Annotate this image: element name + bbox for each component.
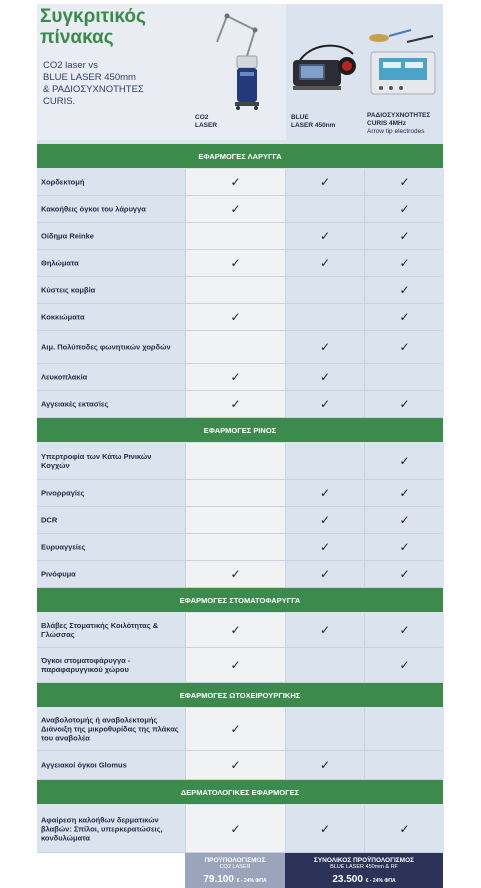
combo-price: 23.500 € - 24% ΦΠΑ [332, 874, 396, 885]
check-icon: ✓ [399, 567, 410, 581]
column-header-co2: CO2 LASER [195, 114, 218, 129]
table-row: Αγγειακοί όγκοι Glomus ✓ ✓ [37, 751, 443, 780]
section-header-dermatology: ΔΕΡΜΑΤΟΛΟΓΙΚΕΣ ΕΦΑΡΜΟΓΕΣ [37, 780, 443, 804]
check-icon: ✓ [230, 310, 241, 324]
check-icon: ✓ [399, 540, 410, 554]
check-icon: ✓ [399, 283, 410, 297]
table-row: Κοκκιώματα ✓ ✓ [37, 304, 443, 331]
check-icon: ✓ [399, 397, 410, 411]
check-icon: ✓ [399, 256, 410, 270]
check-icon: ✓ [319, 513, 331, 527]
table-row: Όγκοι στοματοφάρυγγα - παραφαρυγγικού χώρου ✓ ✓ [37, 648, 443, 683]
check-icon: ✓ [399, 175, 410, 189]
check-icon: ✓ [399, 658, 410, 672]
table-row: Ρινορραγίες ✓ ✓ [37, 480, 443, 507]
check-icon: ✓ [399, 454, 410, 468]
table-row: DCR ✓ ✓ [37, 507, 443, 534]
section-header-larynx: ΕΦΑΡΜΟΓΕΣ ΛΑΡΥΓΓΑ [37, 144, 443, 168]
check-icon: ✓ [230, 821, 241, 836]
check-icon: ✓ [319, 256, 331, 270]
check-icon: ✓ [230, 256, 241, 270]
check-icon: ✓ [399, 310, 410, 324]
table-row: Αναβολοτομής ή αναβολεκτομής Διάνοιξη της μικροθυρίδας της πλάκας του αναβολέα ✓ [37, 708, 443, 751]
co2-price: 79.100 € - 24% ΦΠΑ [203, 874, 267, 885]
check-icon: ✓ [319, 567, 331, 581]
table-header [37, 4, 443, 140]
table-row: Οίδημα Reinke ✓ ✓ [37, 223, 443, 250]
check-icon: ✓ [319, 486, 331, 500]
check-icon: ✓ [319, 821, 331, 836]
column-header-rf: ΡΑΔΙΟΣΥΧΝΟΤΗΤΕΣ CURIS 4MHz Arrow tip electrodes [367, 112, 431, 135]
table-row: Βλάβες Στοματικής Κοιλότητας & Γλώσσας ✓ ✓ ✓ [37, 613, 443, 648]
check-icon: ✓ [399, 202, 410, 216]
check-icon: ✓ [230, 370, 241, 384]
check-icon: ✓ [319, 397, 331, 411]
check-icon: ✓ [230, 567, 241, 581]
table-row: Ευρυαγγείες ✓ ✓ [37, 534, 443, 561]
check-icon: ✓ [319, 623, 331, 637]
section-header-oropharynx: ΕΦΑΡΜΟΓΕΣ ΣΤΟΜΑΤΟΦΑΡΥΓΓΑ [37, 588, 443, 612]
table-row: Κακοήθεις όγκοι του λάρυγγα ✓ ✓ [37, 196, 443, 223]
table-row: Αγγειακές εκτασίες ✓ ✓ ✓ [37, 391, 443, 418]
combo-budget-cell: ΣΥΝΟΛΙΚΟΣ ΠΡΟΫΠΟΛΟΓΙΣΜΟΣ BLUE LASER 450mm & RF 23.500 € - 24% ΦΠΑ [285, 853, 443, 888]
column-header-blue: BLUE LASER 450nm [291, 114, 336, 129]
co2-laser-image [207, 12, 267, 112]
check-icon: ✓ [399, 623, 410, 637]
rf-device-image [367, 26, 439, 108]
page-title: Συγκριτικός πίνακας [40, 6, 146, 48]
check-icon: ✓ [230, 202, 241, 216]
check-icon: ✓ [399, 513, 410, 527]
check-icon: ✓ [399, 229, 410, 243]
table-row: Θηλώματα ✓ ✓ ✓ [37, 250, 443, 277]
table-row: Λευκοπλακία ✓ ✓ [37, 364, 443, 391]
check-icon: ✓ [319, 540, 331, 554]
check-icon: ✓ [319, 229, 331, 243]
co2-budget-cell: ΠΡΟΫΠΟΛΟΓΙΣΜΟΣ CO2 LASER 79.100 € - 24% ΦΠΑ [185, 853, 285, 888]
comparison-table [37, 4, 443, 888]
section-header-nose: ΕΦΑΡΜΟΓΕΣ ΡΙΝΟΣ [37, 418, 443, 442]
table-row: Ρινόφυμα ✓ ✓ ✓ [37, 561, 443, 588]
table-row: Χορδεκτομή ✓ ✓ ✓ [37, 169, 443, 196]
check-icon: ✓ [230, 658, 241, 672]
check-icon: ✓ [399, 340, 410, 354]
check-icon: ✓ [319, 175, 331, 189]
check-icon: ✓ [319, 370, 331, 384]
section-header-otology: ΕΦΑΡΜΟΓΕΣ ΩΤΟΧΕΙΡΟΥΡΓΙΚΗΣ [37, 683, 443, 707]
check-icon: ✓ [230, 758, 241, 772]
check-icon: ✓ [319, 340, 331, 354]
check-icon: ✓ [230, 175, 241, 189]
table-row: Κύστεις κομβία ✓ [37, 277, 443, 304]
blue-laser-image [289, 34, 363, 96]
check-icon: ✓ [399, 821, 410, 836]
page-subtitle: CO2 laser vs BLUE LASER 450mm & ΡΑΔΙΟΣΥΧΝΟΤΗΤΕΣ CURIS. [43, 60, 144, 107]
table-row: Αιμ. Πολύποδες φωνητικών χορδών ✓ ✓ [37, 331, 443, 364]
check-icon: ✓ [319, 758, 331, 772]
budget-footer [37, 853, 443, 888]
table-row: Υπερτροφία των Κάτω Ρινικών Κογχών ✓ [37, 443, 443, 480]
check-icon: ✓ [230, 722, 241, 736]
table-row: Αφαίρεση καλοήθων δερματικών βλαβών: Σπίλοι, υπερκερατώσεις, κονδυλώματα ✓ ✓ ✓ [37, 805, 443, 853]
check-icon: ✓ [230, 397, 241, 411]
check-icon: ✓ [230, 623, 241, 637]
check-icon: ✓ [399, 486, 410, 500]
